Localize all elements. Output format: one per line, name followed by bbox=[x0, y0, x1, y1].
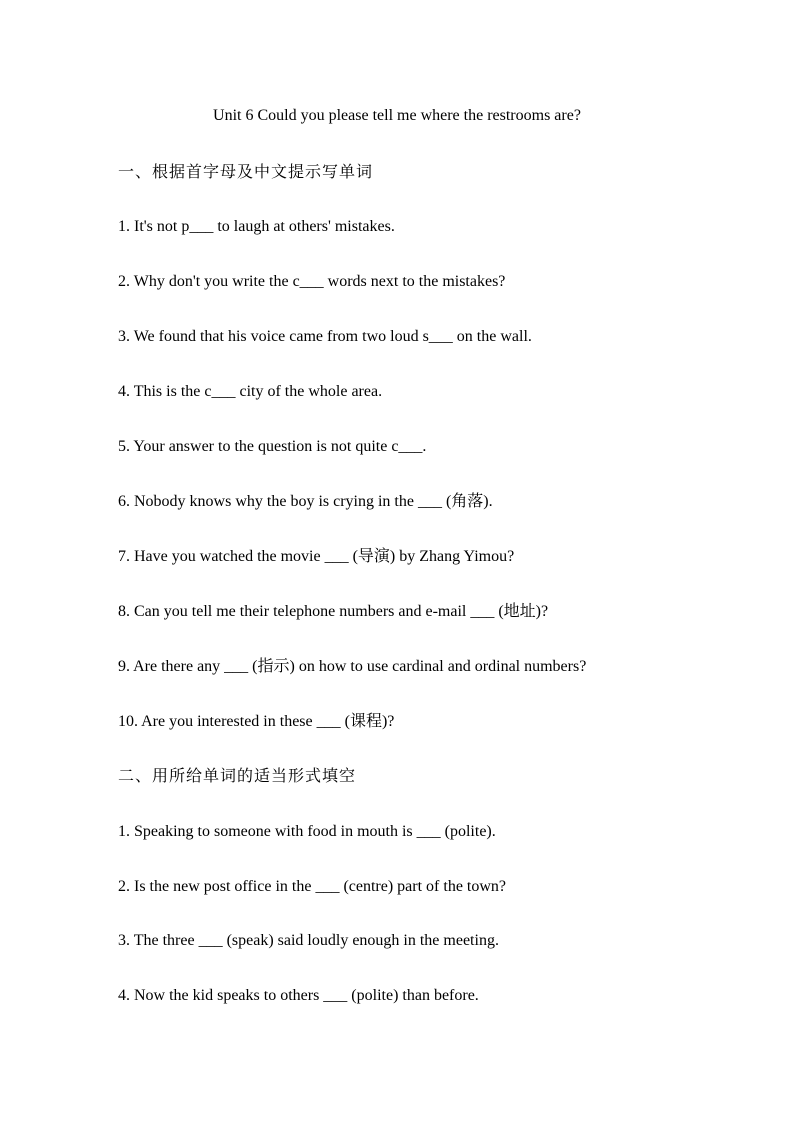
section-2-item-2: 2. Is the new post office in the ___ (centre) part of the town? bbox=[118, 878, 507, 895]
section-1-item-3: 3. We found that his voice came from two loud s___ on the wall. bbox=[118, 328, 532, 345]
section-1-item-10: 10. Are you interested in these ___ (课程)? bbox=[118, 713, 395, 730]
section-1-heading: 一、根据首字母及中文提示写单词 bbox=[118, 162, 374, 181]
section-1-item-8: 8. Can you tell me their telephone numbers and e-mail ___ (地址)? bbox=[118, 603, 549, 620]
section-1-item-5: 5. Your answer to the question is not quite c___. bbox=[118, 438, 427, 455]
section-2-heading: 二、用所给单词的适当形式填空 bbox=[118, 766, 357, 785]
section-1-item-4: 4. This is the c___ city of the whole area. bbox=[118, 383, 383, 400]
section-1-item-9: 9. Are there any ___ (指示) on how to use cardinal and ordinal numbers? bbox=[118, 658, 587, 675]
section-2-item-1: 1. Speaking to someone with food in mouth is ___ (polite). bbox=[118, 823, 496, 840]
section-1-item-6: 6. Nobody knows why the boy is crying in the ___ (角落). bbox=[118, 493, 493, 510]
section-2-item-3: 3. The three ___ (speak) said loudly enough in the meeting. bbox=[118, 932, 499, 949]
section-1-item-7: 7. Have you watched the movie ___ (导演) by Zhang Yimou? bbox=[118, 548, 515, 565]
section-1-item-2: 2. Why don't you write the c___ words next to the mistakes? bbox=[118, 273, 506, 290]
section-1-item-1: 1. It's not p___ to laugh at others' mistakes. bbox=[118, 218, 395, 235]
page-title: Unit 6 Could you please tell me where the restrooms are? bbox=[213, 107, 581, 124]
section-2-item-4: 4. Now the kid speaks to others ___ (polite) than before. bbox=[118, 987, 479, 1004]
